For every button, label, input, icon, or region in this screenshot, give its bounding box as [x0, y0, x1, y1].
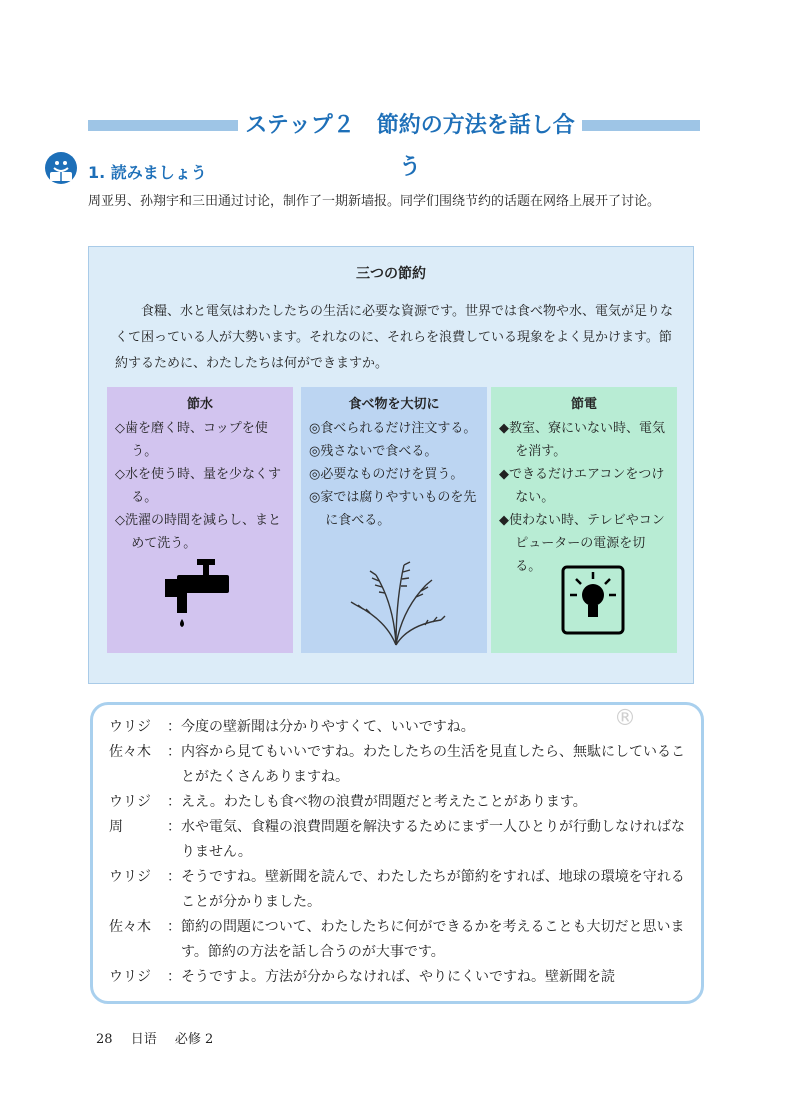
list-item: ◎家では腐りやすいものを先に食べる。	[309, 490, 477, 528]
list-item: ◆使わない時、テレビやコンピューターの電源を切る。	[499, 513, 665, 574]
registered-mark: ®	[614, 706, 636, 731]
column-title: 食べ物を大切に	[348, 397, 440, 412]
list-item: ◇洗濯の時間を減らし、まとめて洗う。	[115, 513, 281, 551]
speaker-name: ウリジ	[109, 969, 151, 985]
dialogue-line	[109, 865, 689, 915]
dialogue-text: 今度の壁新聞は分かりやすくて、いいですね。	[181, 719, 475, 735]
dialogue-text: そうですね。壁新聞を読んで、わたしたちが節約をすれば、地球の環境を守れることが分かりました。	[181, 869, 685, 910]
light-bulb-icon	[561, 565, 625, 635]
header-bar-right	[582, 120, 700, 131]
box-paragraph: 食糧、水と電気はわたしたちの生活に必要な資源です。世界では食べ物や水、電気が足りなくて困っている人が大勢います。それなのに、それらを浪費している現象をよく見かけます。節約するために、わたしたちは何ができますか。	[115, 304, 673, 371]
dialogue-text: 水や電気、食糧の浪費問題を解決するためにまず一人ひとりが行動しなければなりません。	[181, 819, 685, 860]
colon: ：	[167, 744, 181, 760]
dialogue-text: 内容から見てもいいですね。わたしたちの生活を見直したら、無駄にしていることがたくさんありますね。	[181, 744, 685, 785]
list-item: ◇水を使う時、量を少なくする。	[115, 467, 281, 505]
speaker-name: 佐々木	[109, 919, 151, 935]
dialogue-line	[109, 915, 689, 965]
speaker-name: ウリジ	[109, 719, 151, 735]
dialogue-line	[109, 965, 689, 990]
page-number: 28	[96, 1032, 113, 1047]
dialogue-text: ええ。わたしも食べ物の浪費が問題だと考えたことがあります。	[181, 794, 587, 810]
faucet-icon	[163, 557, 235, 641]
speaker-name: 周	[109, 819, 123, 835]
dialogue-line	[109, 715, 689, 740]
header-bar-left	[88, 120, 238, 131]
colon: ：	[167, 819, 181, 835]
dialogue-lines	[109, 715, 689, 990]
item-list	[499, 417, 671, 578]
colon: ：	[167, 869, 181, 885]
dialogue-line	[109, 815, 689, 865]
intro-text: 周亚男、孙翔宇和三田通过讨论，制作了一期新墙报。同学们围绕节约的话题在网络上展开了讨论。	[88, 194, 661, 209]
colon: ：	[167, 969, 181, 985]
page-footer	[96, 1028, 227, 1047]
info-box	[88, 246, 694, 684]
item-list	[309, 417, 481, 532]
speaker-name: ウリジ	[109, 794, 151, 810]
column-food	[301, 387, 487, 653]
box-title: 三つの節約	[356, 266, 426, 282]
colon: ：	[167, 794, 181, 810]
footer-book: 必修 2	[174, 1032, 214, 1047]
list-item: ◆できるだけエアコンをつけない。	[499, 467, 665, 505]
reading-person-icon	[44, 151, 78, 185]
dialogue-text: 節約の問題について、わたしたちに何ができるかを考えることも大切だと思います。節約の方法を話し合うのが大事です。	[181, 919, 685, 960]
colon: ：	[167, 719, 181, 735]
dialogue-line	[109, 790, 689, 815]
colon: ：	[167, 919, 181, 935]
list-item: ◎必要なものだけを買う。	[309, 467, 464, 482]
column-title: 節水	[186, 397, 213, 412]
dialogue-text: そうですよ。方法が分からなければ、やりにくいですね。壁新聞を読	[181, 969, 615, 985]
section-heading: 1. 読みましょう	[88, 163, 207, 182]
dialogue-box	[90, 702, 704, 1004]
speaker-name: ウリジ	[109, 869, 151, 885]
column-water-saving	[107, 387, 293, 653]
rice-plant-icon	[341, 547, 451, 647]
page-title: ステップ２ 節約の方法を話し合う	[245, 112, 575, 180]
list-item: ◆教室、寮にいない時、電気を消す。	[499, 421, 665, 459]
item-list	[115, 417, 287, 555]
list-item: ◇歯を磨く時、コップを使う。	[115, 421, 268, 459]
dialogue-line	[109, 740, 689, 790]
speaker-name: 佐々木	[109, 744, 151, 760]
list-item: ◎食べられるだけ注文する。	[309, 421, 477, 436]
column-title: 節電	[570, 397, 597, 412]
footer-subject: 日语	[130, 1032, 157, 1047]
column-power-saving	[491, 387, 677, 653]
list-item: ◎残さないで食べる。	[309, 444, 438, 459]
